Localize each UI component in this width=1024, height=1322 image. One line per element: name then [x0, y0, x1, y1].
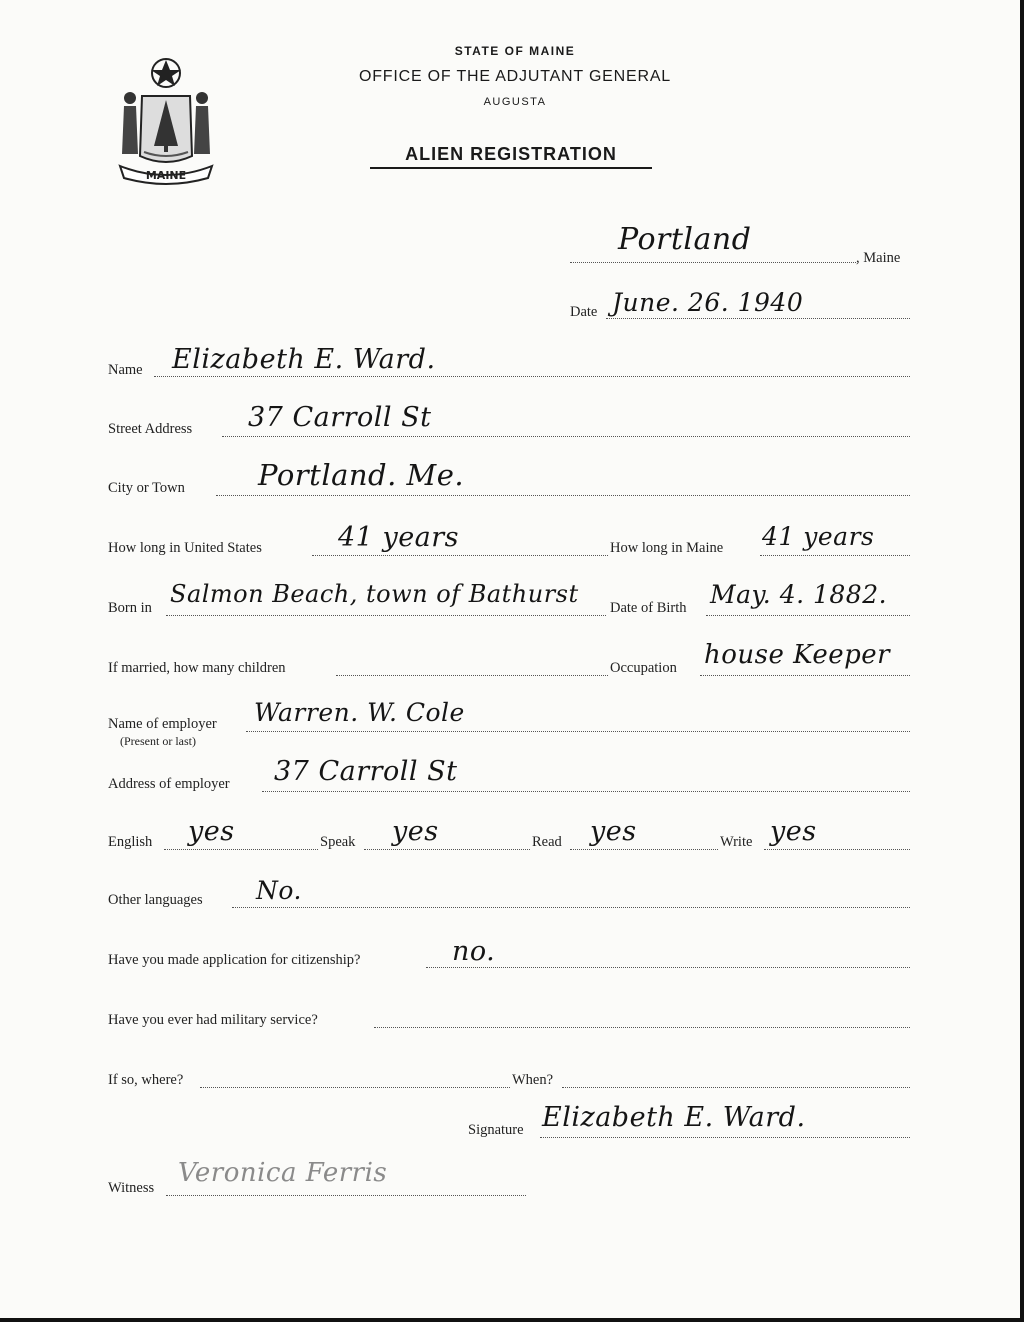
dob-label: Date of Birth: [610, 600, 687, 616]
where-line: [200, 1087, 510, 1088]
maine-label: , Maine: [856, 250, 901, 266]
other-languages-label: Other languages: [108, 892, 203, 908]
form-title: ALIEN REGISTRATION: [370, 144, 652, 169]
when-line: [562, 1087, 910, 1088]
occupation-line: [700, 675, 910, 676]
street-value: 37 Carroll St: [248, 402, 432, 433]
how-long-us-line: [312, 555, 608, 556]
occupation-value: house Keeper: [704, 640, 891, 670]
read-label: Read: [532, 834, 562, 850]
city-line: [216, 495, 910, 496]
born-in-label: Born in: [108, 600, 152, 616]
read-line: [570, 849, 718, 850]
city-value: Portland. Me.: [258, 458, 465, 492]
place-value: Portland: [618, 222, 752, 257]
employer-address-line: [262, 791, 910, 792]
street-label: Street Address: [108, 421, 193, 437]
when-label: When?: [512, 1072, 554, 1088]
military-label: Have you ever had military service?: [108, 1012, 318, 1028]
english-value: yes: [188, 816, 235, 847]
signature-label: Signature: [468, 1122, 524, 1138]
english-line: [164, 849, 318, 850]
other-languages-value: No.: [256, 876, 302, 905]
maine-state-seal-icon: [112, 56, 220, 188]
speak-value: yes: [392, 816, 439, 847]
occupation-label: Occupation: [610, 660, 677, 676]
name-value: Elizabeth E. Ward.: [172, 344, 436, 375]
read-value: yes: [590, 816, 637, 847]
date-label: Date: [570, 304, 598, 320]
other-languages-line: [232, 907, 910, 908]
children-label: If married, how many children: [108, 660, 286, 676]
date-value: June. 26. 1940: [612, 288, 804, 317]
date-line: [606, 318, 910, 319]
write-label: Write: [720, 834, 753, 850]
seal-text: MAINE: [145, 169, 187, 182]
born-in-value: Salmon Beach, town of Bathurst: [170, 580, 579, 608]
street-line: [222, 436, 910, 437]
write-value: yes: [770, 816, 817, 847]
how-long-maine-label: How long in Maine: [610, 540, 724, 556]
how-long-us-label: How long in United States: [108, 540, 262, 556]
employer-sublabel: (Present or last): [120, 734, 196, 748]
children-line: [336, 675, 608, 676]
speak-label: Speak: [320, 834, 356, 850]
witness-value: Veronica Ferris: [178, 1158, 388, 1188]
how-long-maine-value: 41 years: [762, 522, 875, 551]
header-office: OFFICE OF THE ADJUTANT GENERAL: [358, 68, 672, 85]
write-line: [764, 849, 910, 850]
where-label: If so, where?: [108, 1072, 184, 1088]
name-line: [154, 376, 910, 377]
dob-line: [706, 615, 910, 616]
citizenship-value: no.: [452, 936, 496, 967]
witness-label: Witness: [108, 1180, 155, 1196]
english-label: English: [108, 834, 153, 850]
employer-value: Warren. W. Cole: [254, 698, 465, 727]
signature-line: [540, 1137, 910, 1138]
name-label: Name: [108, 362, 143, 378]
employer-address-label: Address of employer: [108, 776, 230, 792]
employer-line: [246, 731, 910, 732]
employer-address-value: 37 Carroll St: [274, 756, 458, 787]
signature-value: Elizabeth E. Ward.: [542, 1102, 806, 1133]
employer-label: Name of employer: [108, 716, 217, 732]
city-label: City or Town: [108, 480, 185, 496]
military-line: [374, 1027, 910, 1028]
how-long-maine-line: [760, 555, 910, 556]
citizenship-label: Have you made application for citizenship?: [108, 952, 361, 968]
citizenship-line: [426, 967, 910, 968]
header-city: AUGUSTA: [483, 96, 547, 108]
header-state: STATE OF MAINE: [454, 44, 576, 58]
witness-line: [166, 1195, 526, 1196]
born-in-line: [166, 615, 606, 616]
speak-line: [364, 849, 530, 850]
place-line: [570, 262, 856, 263]
how-long-us-value: 41 years: [338, 522, 460, 553]
dob-value: May. 4. 1882.: [710, 580, 888, 609]
